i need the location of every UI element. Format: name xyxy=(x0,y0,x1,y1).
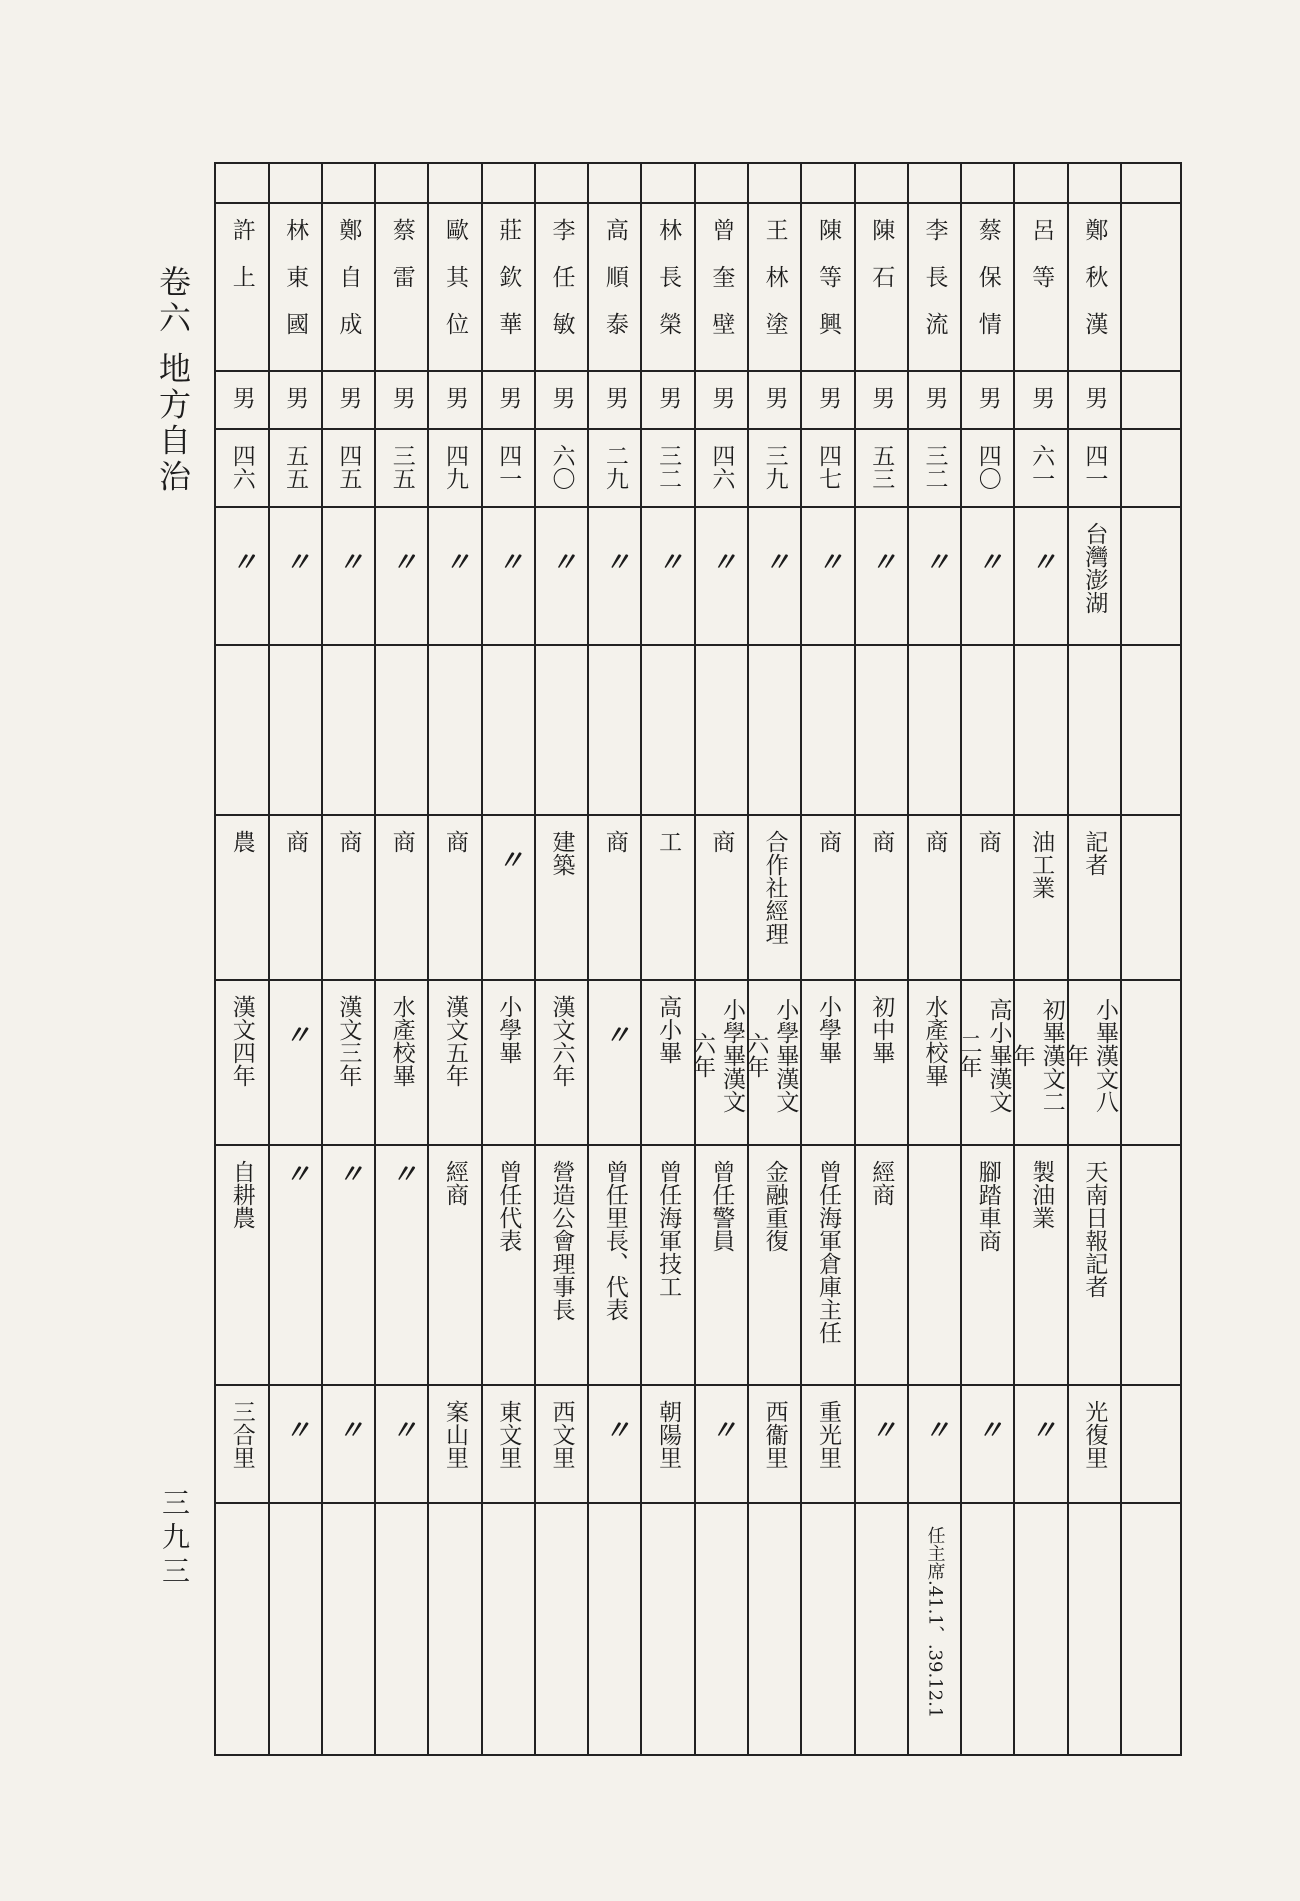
sex-cell: 男 xyxy=(428,371,481,429)
name-cell: 林東國 xyxy=(269,203,322,371)
addr-cell: 朝陽里 xyxy=(641,1385,694,1503)
row-native xyxy=(215,507,1181,645)
age-cell: 三二 xyxy=(641,429,694,507)
exp-cell: 曾任代表 xyxy=(482,1145,535,1385)
sex-cell: 男 xyxy=(748,371,801,429)
edu-cell: 水產校畢 xyxy=(375,980,428,1145)
party-cell xyxy=(908,645,961,815)
age-cell: 四〇 xyxy=(961,429,1014,507)
note-cell xyxy=(1068,1503,1121,1755)
row-education xyxy=(215,980,1181,1145)
label-cell xyxy=(1121,507,1181,645)
party-cell xyxy=(961,645,1014,815)
native-cell: 〃 xyxy=(908,507,961,645)
party-cell xyxy=(215,645,269,815)
age-cell: 四六 xyxy=(695,429,748,507)
sex-cell: 男 xyxy=(855,371,908,429)
sex-cell: 男 xyxy=(535,371,588,429)
label-cell xyxy=(1121,371,1181,429)
job-cell: 商 xyxy=(695,815,748,980)
edu-cell: 小學畢漢文六年 xyxy=(695,980,748,1145)
native-cell: 〃 xyxy=(215,507,269,645)
party-cell xyxy=(1014,645,1067,815)
exp-cell: 經商 xyxy=(855,1145,908,1385)
exp-cell: 曾任海軍倉庫主任 xyxy=(801,1145,854,1385)
job-cell: 合作社經理 xyxy=(748,815,801,980)
addr-cell: 〃 xyxy=(375,1385,428,1503)
exp-cell: 曾任警員 xyxy=(695,1145,748,1385)
label-cell xyxy=(1121,1145,1181,1385)
native-cell: 〃 xyxy=(322,507,375,645)
sex-cell: 男 xyxy=(215,371,269,429)
age-cell: 二九 xyxy=(588,429,641,507)
exp-cell: 曾任里長、代表 xyxy=(588,1145,641,1385)
party-cell xyxy=(482,645,535,815)
age-cell: 五五 xyxy=(269,429,322,507)
label-cell xyxy=(1121,645,1181,815)
note-cell xyxy=(641,1503,694,1755)
sex-cell: 男 xyxy=(641,371,694,429)
native-cell: 〃 xyxy=(588,507,641,645)
header-row xyxy=(215,163,1181,203)
party-cell xyxy=(641,645,694,815)
native-cell: 〃 xyxy=(1014,507,1067,645)
job-cell: 商 xyxy=(855,815,908,980)
note-cell xyxy=(375,1503,428,1755)
row-age xyxy=(215,429,1181,507)
edu-cell: 小學畢 xyxy=(801,980,854,1145)
sex-cell: 男 xyxy=(269,371,322,429)
party-cell xyxy=(322,645,375,815)
job-cell: 油工業 xyxy=(1014,815,1067,980)
note-cell xyxy=(535,1503,588,1755)
addr-cell: 西衞里 xyxy=(748,1385,801,1503)
exp-cell xyxy=(908,1145,961,1385)
row-name xyxy=(215,203,1181,371)
exp-cell: 自耕農 xyxy=(215,1145,269,1385)
addr-cell: 〃 xyxy=(1014,1385,1067,1503)
page-number: 三九三 xyxy=(158,1488,191,1590)
note-cell xyxy=(801,1503,854,1755)
edu-cell: 漢文六年 xyxy=(535,980,588,1145)
sex-cell: 男 xyxy=(1068,371,1121,429)
addr-cell: 光復里 xyxy=(1068,1385,1121,1503)
job-cell: 商 xyxy=(801,815,854,980)
name-cell: 鄭自成 xyxy=(322,203,375,371)
native-cell: 台灣澎湖 xyxy=(1068,507,1121,645)
addr-cell: 〃 xyxy=(588,1385,641,1503)
job-cell: 〃 xyxy=(482,815,535,980)
addr-cell: 〃 xyxy=(908,1385,961,1503)
party-cell xyxy=(1068,645,1121,815)
party-cell xyxy=(428,645,481,815)
exp-cell: 經商 xyxy=(428,1145,481,1385)
label-cell xyxy=(1121,1503,1181,1755)
age-cell: 四九 xyxy=(428,429,481,507)
job-cell: 農 xyxy=(215,815,269,980)
name-cell: 陳等興 xyxy=(801,203,854,371)
party-cell xyxy=(588,645,641,815)
label-cell xyxy=(1121,429,1181,507)
addr-cell: 〃 xyxy=(855,1385,908,1503)
addr-cell: 西文里 xyxy=(535,1385,588,1503)
addr-cell: 三合里 xyxy=(215,1385,269,1503)
label-cell xyxy=(1121,980,1181,1145)
edu-cell: 小畢漢文八年 xyxy=(1068,980,1121,1145)
name-cell: 李任敏 xyxy=(535,203,588,371)
name-cell: 歐其位 xyxy=(428,203,481,371)
addr-cell: 〃 xyxy=(695,1385,748,1503)
name-cell: 曾奎壁 xyxy=(695,203,748,371)
note-cell xyxy=(482,1503,535,1755)
edu-cell: 漢文四年 xyxy=(215,980,269,1145)
name-cell: 鄭秋漢 xyxy=(1068,203,1121,371)
sex-cell: 男 xyxy=(375,371,428,429)
addr-cell: 〃 xyxy=(269,1385,322,1503)
native-cell: 〃 xyxy=(535,507,588,645)
age-cell: 四六 xyxy=(215,429,269,507)
job-cell: 商 xyxy=(908,815,961,980)
sex-cell: 男 xyxy=(908,371,961,429)
exp-cell: 〃 xyxy=(375,1145,428,1385)
job-cell: 商 xyxy=(588,815,641,980)
name-cell: 蔡保情 xyxy=(961,203,1014,371)
age-cell: 三九 xyxy=(748,429,801,507)
volume-title: 卷六 地方自治 xyxy=(154,265,192,496)
council-member-table xyxy=(214,162,1182,1756)
exp-cell: 天南日報記者 xyxy=(1068,1145,1121,1385)
note-cell xyxy=(428,1503,481,1755)
party-cell xyxy=(269,645,322,815)
name-cell: 高順泰 xyxy=(588,203,641,371)
name-cell: 蔡雷 xyxy=(375,203,428,371)
name-cell: 陳石 xyxy=(855,203,908,371)
job-cell: 記者 xyxy=(1068,815,1121,980)
note-cell xyxy=(322,1503,375,1755)
row-note xyxy=(215,1503,1181,1755)
age-cell: 六一 xyxy=(1014,429,1067,507)
job-cell: 商 xyxy=(269,815,322,980)
job-cell: 商 xyxy=(428,815,481,980)
native-cell: 〃 xyxy=(375,507,428,645)
exp-cell: 曾任海軍技工 xyxy=(641,1145,694,1385)
sex-cell: 男 xyxy=(322,371,375,429)
age-cell: 四七 xyxy=(801,429,854,507)
edu-cell: 高小畢 xyxy=(641,980,694,1145)
age-cell: 四一 xyxy=(482,429,535,507)
exp-cell: 營造公會理事長 xyxy=(535,1145,588,1385)
exp-cell: 金融重復 xyxy=(748,1145,801,1385)
label-cell xyxy=(1121,203,1181,371)
party-cell xyxy=(801,645,854,815)
note-cell xyxy=(695,1503,748,1755)
addr-cell: 〃 xyxy=(322,1385,375,1503)
native-cell: 〃 xyxy=(748,507,801,645)
native-cell: 〃 xyxy=(269,507,322,645)
job-cell: 商 xyxy=(322,815,375,980)
native-cell: 〃 xyxy=(855,507,908,645)
row-sex xyxy=(215,371,1181,429)
note-cell xyxy=(269,1503,322,1755)
row-job xyxy=(215,815,1181,980)
name-cell: 莊欽華 xyxy=(482,203,535,371)
label-cell xyxy=(1121,815,1181,980)
row-experience xyxy=(215,1145,1181,1385)
addr-cell: 重光里 xyxy=(801,1385,854,1503)
native-cell: 〃 xyxy=(695,507,748,645)
note-cell xyxy=(855,1503,908,1755)
sex-cell: 男 xyxy=(961,371,1014,429)
edu-cell: 漢文三年 xyxy=(322,980,375,1145)
age-cell: 三五 xyxy=(375,429,428,507)
native-cell: 〃 xyxy=(801,507,854,645)
exp-cell: 〃 xyxy=(269,1145,322,1385)
addr-cell: 〃 xyxy=(961,1385,1014,1503)
party-cell xyxy=(748,645,801,815)
party-cell xyxy=(855,645,908,815)
exp-cell: 〃 xyxy=(322,1145,375,1385)
age-cell: 四一 xyxy=(1068,429,1121,507)
age-cell: 三二 xyxy=(908,429,961,507)
native-cell: 〃 xyxy=(482,507,535,645)
native-cell: 〃 xyxy=(961,507,1014,645)
note-cell xyxy=(748,1503,801,1755)
sex-cell: 男 xyxy=(801,371,854,429)
edu-cell: 初中畢 xyxy=(855,980,908,1145)
addr-cell: 東文里 xyxy=(482,1385,535,1503)
job-cell: 工 xyxy=(641,815,694,980)
name-cell: 林長榮 xyxy=(641,203,694,371)
name-cell: 呂等 xyxy=(1014,203,1067,371)
party-cell xyxy=(375,645,428,815)
age-cell: 五三 xyxy=(855,429,908,507)
addr-cell: 案山里 xyxy=(428,1385,481,1503)
age-cell: 六〇 xyxy=(535,429,588,507)
note-cell xyxy=(1014,1503,1067,1755)
name-cell: 許上 xyxy=(215,203,269,371)
edu-cell: 初畢漢文二年 xyxy=(1014,980,1067,1145)
edu-cell: 〃 xyxy=(588,980,641,1145)
note-cell: 39.12.1.、41.1.任主席 xyxy=(908,1503,961,1755)
label-cell xyxy=(1121,1385,1181,1503)
job-cell: 商 xyxy=(961,815,1014,980)
native-cell: 〃 xyxy=(641,507,694,645)
party-cell xyxy=(695,645,748,815)
sex-cell: 男 xyxy=(482,371,535,429)
name-cell: 李長流 xyxy=(908,203,961,371)
edu-cell: 小學畢漢文六年 xyxy=(748,980,801,1145)
native-cell: 〃 xyxy=(428,507,481,645)
row-party xyxy=(215,645,1181,815)
row-address xyxy=(215,1385,1181,1503)
exp-cell: 製油業 xyxy=(1014,1145,1067,1385)
sex-cell: 男 xyxy=(588,371,641,429)
exp-cell: 腳踏車商 xyxy=(961,1145,1014,1385)
age-cell: 四五 xyxy=(322,429,375,507)
edu-cell: 漢文五年 xyxy=(428,980,481,1145)
job-cell: 建築 xyxy=(535,815,588,980)
edu-cell: 小學畢 xyxy=(482,980,535,1145)
edu-cell: 〃 xyxy=(269,980,322,1145)
note-cell xyxy=(961,1503,1014,1755)
name-cell: 王林塗 xyxy=(748,203,801,371)
sex-cell: 男 xyxy=(1014,371,1067,429)
sex-cell: 男 xyxy=(695,371,748,429)
note-cell xyxy=(588,1503,641,1755)
note-cell xyxy=(215,1503,269,1755)
edu-cell: 高小畢漢文二年 xyxy=(961,980,1014,1145)
job-cell: 商 xyxy=(375,815,428,980)
edu-cell: 水產校畢 xyxy=(908,980,961,1145)
header-cell-blank xyxy=(1121,163,1181,203)
party-cell xyxy=(535,645,588,815)
